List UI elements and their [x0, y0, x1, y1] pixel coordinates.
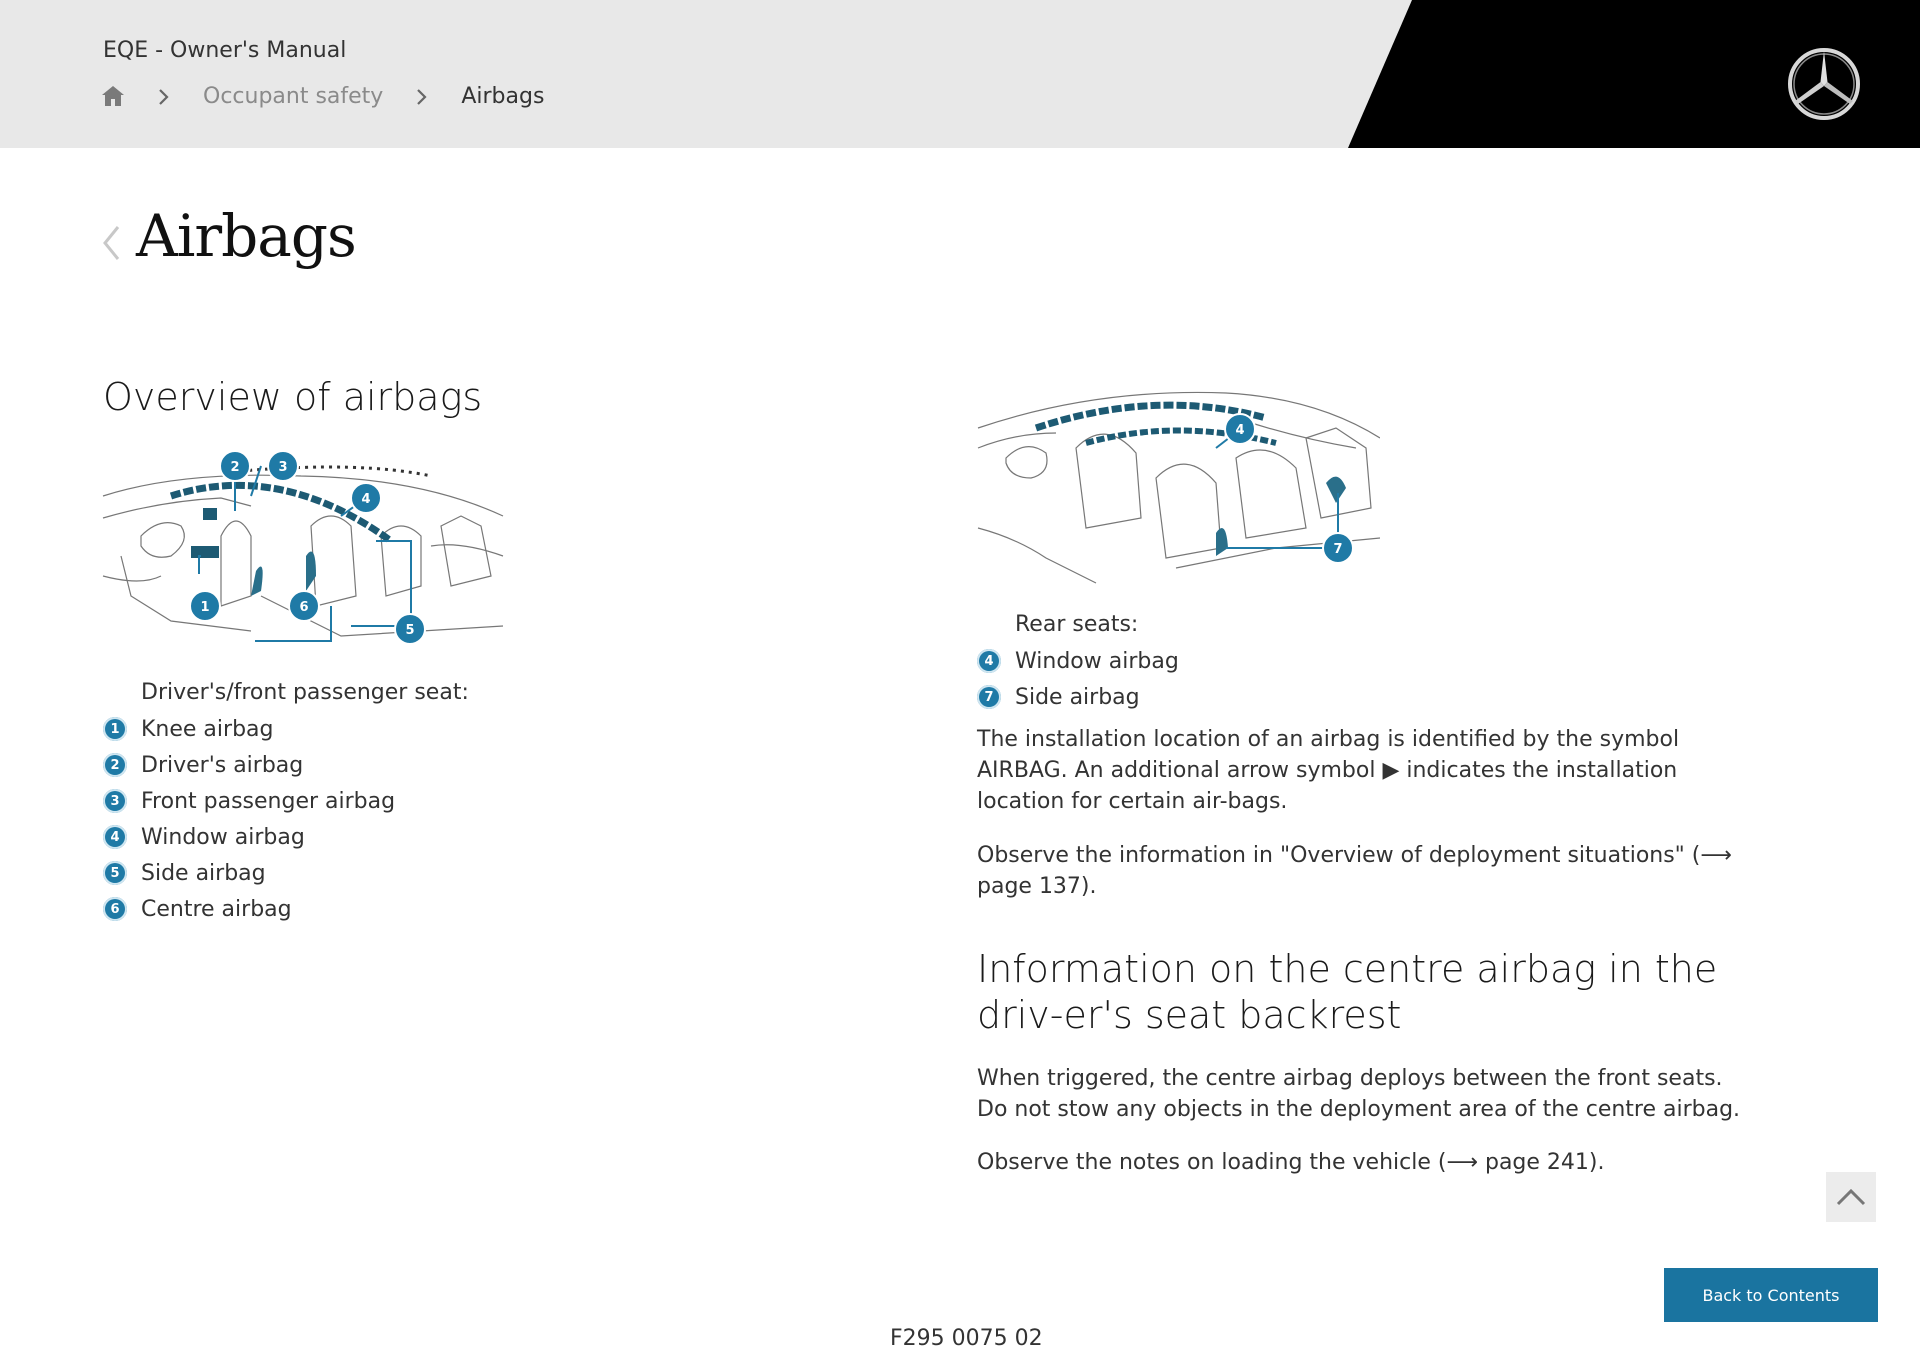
svg-text:6: 6: [299, 600, 309, 615]
callout-number: 4: [103, 825, 127, 849]
list-item: [103, 819, 469, 855]
callout-number: 6: [103, 897, 127, 921]
breadcrumb-current: Airbags: [461, 83, 545, 109]
deployment-situations-paragraph: Observe the information in "Overview of deployment situations" (⟶ page 137).: [977, 843, 1732, 899]
list-item: [103, 747, 469, 783]
rear-airbags-illustration: [976, 388, 1380, 588]
list-item: [103, 711, 469, 747]
list-item-label: Centre airbag: [141, 896, 292, 922]
list-item-label: Side airbag: [141, 860, 266, 886]
front-airbags-illustration: [101, 446, 505, 656]
app-title: EQE - Owner's Manual: [103, 38, 347, 63]
brand-star-logo: [1786, 46, 1862, 122]
list-item: [103, 891, 469, 927]
rear-seat-legend: [977, 607, 1179, 715]
page-title: Airbags: [136, 202, 356, 270]
chevron-up-icon: [1836, 1187, 1866, 1207]
centre-airbag-paragraph: When triggered, the centre airbag deploys between the front seats. Do not stow any objects in the deployment area of the centre airbag.: [977, 1066, 1741, 1122]
list-item: [977, 643, 1179, 679]
breadcrumb-occupant-safety[interactable]: Occupant safety: [203, 83, 384, 109]
callout-number: 3: [103, 789, 127, 813]
callout-number: 2: [103, 753, 127, 777]
list-item: [103, 783, 469, 819]
callout-number: 4: [977, 649, 1001, 673]
svg-text:7: 7: [1333, 542, 1343, 557]
list-item-label: Front passenger airbag: [141, 788, 396, 814]
list-item-label: Side airbag: [1015, 684, 1140, 710]
list-item-label: Driver's airbag: [141, 752, 304, 778]
chevron-right-icon: [413, 87, 431, 105]
installation-location-paragraph: The installation location of an airbag is identified by the symbol AIRBAG. An additional arrow symbol ▶ indicates the installation location for certain air-bags.: [977, 727, 1680, 814]
callout-number: 7: [977, 685, 1001, 709]
loading-notes-paragraph: Observe the notes on loading the vehicle (⟶ page 241).: [977, 1150, 1605, 1175]
scroll-to-top-button[interactable]: [1826, 1172, 1876, 1222]
back-to-contents-button[interactable]: Back to Contents: [1664, 1268, 1878, 1322]
breadcrumb: [101, 80, 544, 112]
callout-number: 1: [103, 717, 127, 741]
callout-number: 5: [103, 861, 127, 885]
list-item-label: Window airbag: [141, 824, 305, 850]
svg-text:2: 2: [230, 460, 240, 475]
list-item-label: Window airbag: [1015, 648, 1179, 674]
svg-text:1: 1: [200, 600, 210, 615]
chevron-right-icon: [155, 87, 173, 105]
image-code: F295 0075 02: [890, 1326, 1043, 1351]
front-seat-legend: [103, 675, 469, 927]
home-icon[interactable]: [101, 84, 125, 108]
header-black-panel: [0, 0, 1920, 148]
svg-text:4: 4: [1235, 423, 1245, 438]
svg-text:5: 5: [405, 623, 415, 638]
front-seat-heading: Driver's/front passenger seat:: [141, 680, 469, 705]
svg-text:4: 4: [361, 492, 371, 507]
list-item-label: Knee airbag: [141, 716, 274, 742]
chevron-left-icon[interactable]: [100, 224, 122, 262]
section-title-centre-airbag: Information on the centre airbag in the driv-er's seat backrest: [977, 947, 1718, 1037]
list-item: [103, 855, 469, 891]
list-item: [977, 679, 1179, 715]
svg-text:3: 3: [278, 460, 288, 475]
section-title-overview: Overview of airbags: [103, 375, 483, 419]
rear-seat-heading: Rear seats:: [1015, 612, 1139, 637]
